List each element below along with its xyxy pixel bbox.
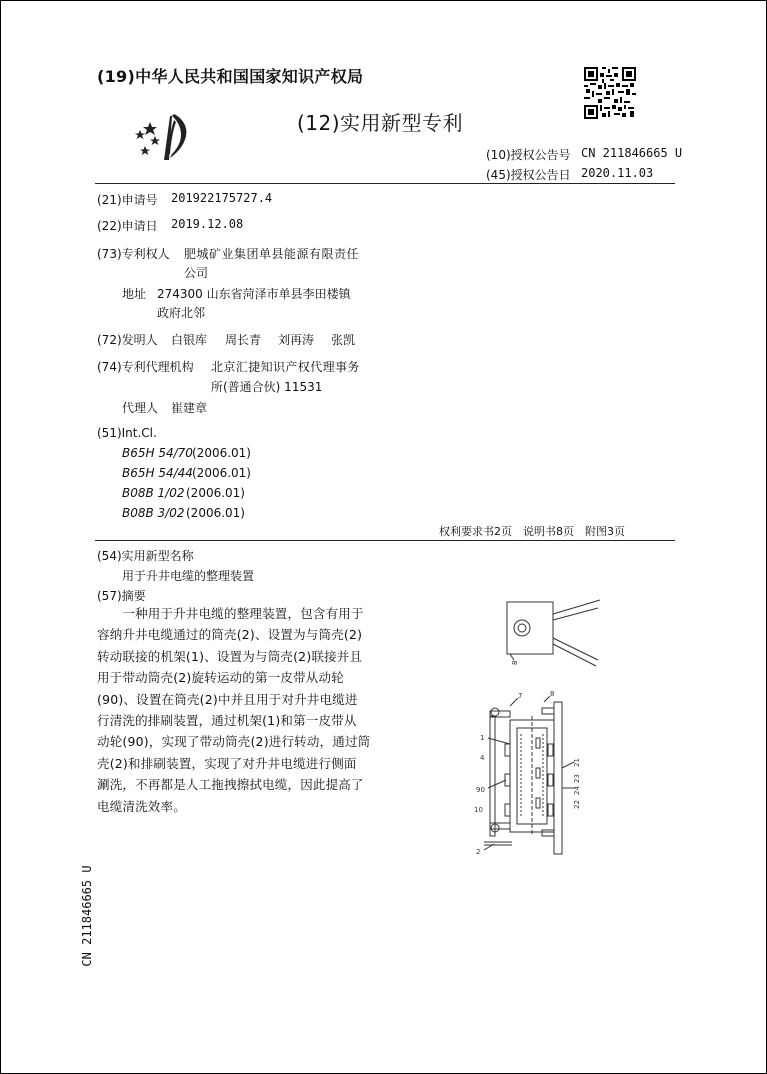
drawing-label-23: 23 [573,774,581,783]
abstract-line: 转动联接的机架(1)、设置为与筒壳(2)联接并且 [97,648,363,664]
inventor-3: 刘再涛 [278,333,315,347]
ipc-version-2: (2006.01) [192,466,251,480]
abstract-line: 电缆清洗效率。 [97,798,186,814]
drawing-label-10: 10 [474,806,483,814]
ipc-code-1: B65H 54/70 [122,446,193,460]
qr-code-icon [584,67,636,119]
header-divider [95,183,675,184]
filing-date-label: (22)申请日 [97,219,158,233]
ipc-version-1: (2006.01) [192,446,251,460]
agency-line-1: 北京汇捷知识产权代理事务 [211,360,360,374]
drawing-label-7: 7 [518,692,523,700]
drawing-label-22: 22 [573,800,581,809]
ipc-code-3: B08B 1/02 [122,486,185,500]
abstract-line: 动轮(90)，实现了带动筒壳(2)进行转动，通过筒 [97,734,371,750]
inventor-1: 白银库 [171,333,208,347]
application-number-label: (21)申请号 [97,193,158,207]
ipc-version-3: (2006.01) [186,486,245,500]
drawing-label-2: 2 [476,848,481,856]
ipc-code-2: B65H 54/44 [122,466,193,480]
abstract-line: 涮洗，不再都是人工拖拽擦拭电缆，因此提高了 [97,777,364,793]
filing-date: 2019.12.08 [171,217,244,231]
abstract-label: (57)摘要 [97,589,146,603]
patentee-line-2: 公司 [184,266,209,280]
agent-label: 代理人 [122,401,159,415]
address-label: 地址 [122,287,147,301]
publication-number: CN 211846665 U [581,146,683,160]
address-line-1: 274300 山东省菏泽市单县李田楼镇 [157,287,351,301]
patentee-line-1: 肥城矿业集团单县能源有限责任 [184,247,360,261]
abstract-line: 一种用于升井电缆的整理装置，包含有用于 [97,606,364,621]
side-publication-number: CN 211846665 U [80,865,94,967]
drawing-label-21: 21 [573,758,581,767]
drawing-label-4: 4 [480,754,485,762]
address-line-2: 政府北邻 [157,306,206,320]
biblio-divider [95,540,675,541]
utility-model-title: 用于升井电缆的整理装置 [122,569,255,583]
inventor-2: 周长青 [225,333,262,347]
drawing-label-9: 8 [511,660,519,665]
ipc-label: (51)Int.Cl. [97,426,157,440]
inventors-label: (72)发明人 [97,333,158,347]
abstract-line: (90)、设置在筒壳(2)中并且用于对升井电缆进 [97,691,358,707]
drawing-label-1: 1 [480,734,485,742]
application-number: 201922175727.4 [171,191,273,205]
drawing-label-8: 8 [550,690,555,698]
drawing-label-24: 24 [573,786,581,795]
publication-date-label: (45)授权公告日 [486,168,571,182]
document-type: (12)实用新型专利 [297,111,464,135]
abstract-text [97,603,370,817]
agent-name: 崔建章 [171,401,208,415]
publication-date: 2020.11.03 [581,166,654,180]
publication-number-label: (10)授权公告号 [486,148,571,162]
abstract-line: 容纳升井电缆通过的筒壳(2)、设置为与筒壳(2) [97,627,363,643]
abstract-line: 壳(2)和排刷装置，实现了对升井电缆进行侧面 [97,755,357,771]
abstract-drawing [470,598,630,860]
agency-label: (74)专利代理机构 [97,360,194,374]
page-counts: 权利要求书2页 说明书8页 附图3页 [439,525,625,538]
abstract-line: 行清洗的排刷装置，通过机架(1)和第一皮带从 [97,713,357,729]
drawing-label-90: 90 [476,786,485,794]
abstract-line: 用于带动筒壳(2)旋转运动的第一皮带从动轮 [97,670,344,686]
office-name: (19)中华人民共和国国家知识产权局 [97,67,364,86]
ipc-code-4: B08B 3/02 [122,506,185,520]
title-label: (54)实用新型名称 [97,549,194,563]
patentee-label: (73)专利权人 [97,247,170,261]
cnipa-logo [130,108,202,162]
agency-line-2: 所(普通合伙) 11531 [211,380,323,394]
ipc-version-4: (2006.01) [186,506,245,520]
inventor-4: 张凯 [331,333,356,347]
